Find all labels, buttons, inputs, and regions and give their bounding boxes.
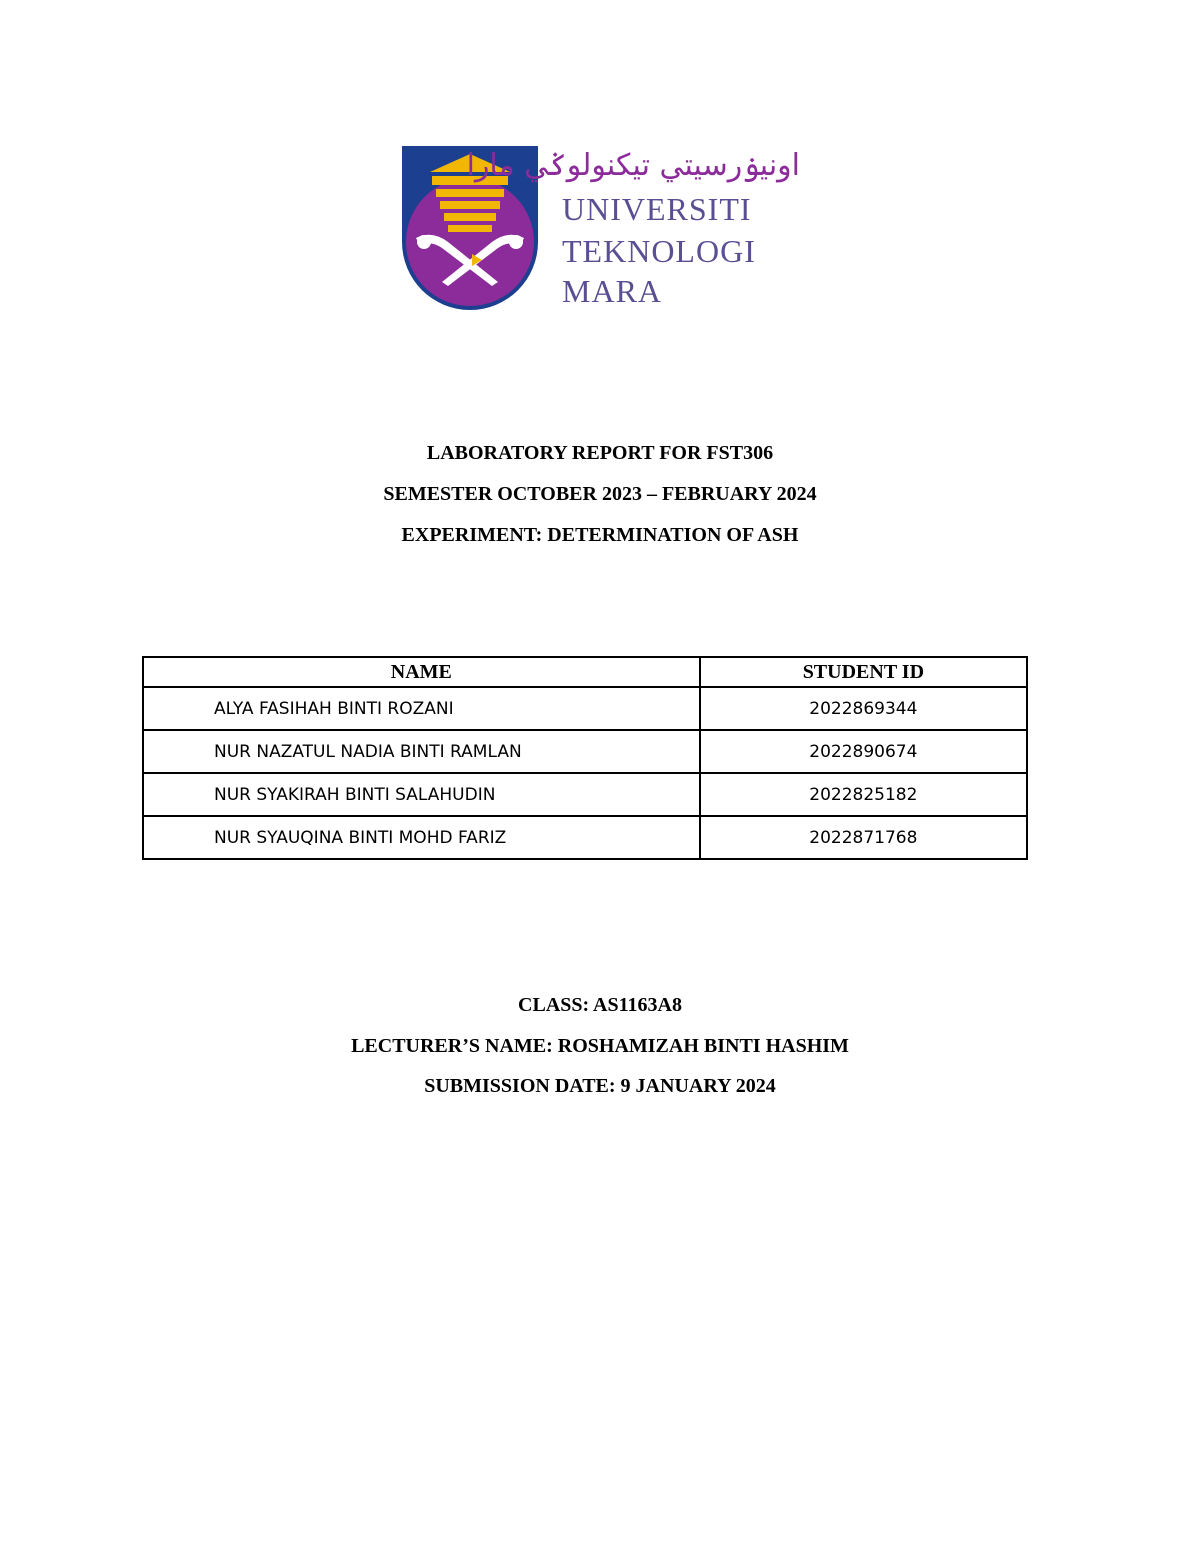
- table-row: [143, 773, 1027, 816]
- student-name: NUR SYAUQINA BINTI MOHD FARIZ: [143, 816, 700, 859]
- semester-line: SEMESTER OCTOBER 2023 – FEBRUARY 2024: [383, 483, 817, 505]
- logo-word-universiti: UNIVERSITI: [562, 191, 752, 227]
- student-id: 2022890674: [700, 730, 1027, 773]
- column-header-student-id: STUDENT ID: [700, 657, 1027, 687]
- column-header-name: NAME: [143, 657, 700, 687]
- logo-word-mara: MARA: [562, 273, 663, 309]
- student-id: 2022871768: [700, 816, 1027, 859]
- student-name: NUR SYAKIRAH BINTI SALAHUDIN: [143, 773, 700, 816]
- table-row: [143, 687, 1027, 730]
- submission-date-line: SUBMISSION DATE: 9 JANUARY 2024: [424, 1075, 776, 1097]
- members-table: [142, 656, 1028, 860]
- table-header-row: [143, 657, 1027, 687]
- jawi-script-logotype: [466, 143, 802, 187]
- report-title: LABORATORY REPORT FOR FST306: [426, 442, 774, 464]
- class-line: CLASS: AS1163A8: [518, 994, 682, 1016]
- university-logo: [402, 143, 802, 311]
- svg-text:اونيۏرسيتي تيکنولوݢي مارا: اونيۏرسيتي تيکنولوݢي مارا: [466, 148, 800, 183]
- lecturer-line: LECTURER’S NAME: ROSHAMIZAH BINTI HASHIM: [351, 1035, 849, 1057]
- student-name: NUR NAZATUL NADIA BINTI RAMLAN: [143, 730, 700, 773]
- student-id: 2022869344: [700, 687, 1027, 730]
- student-id: 2022825182: [700, 773, 1027, 816]
- table-row: [143, 816, 1027, 859]
- experiment-line: EXPERIMENT: DETERMINATION OF ASH: [401, 524, 799, 546]
- logo-word-teknologi: TEKNOLOGI: [562, 233, 756, 269]
- table-row: [143, 730, 1027, 773]
- student-name: ALYA FASIHAH BINTI ROZANI: [143, 687, 700, 730]
